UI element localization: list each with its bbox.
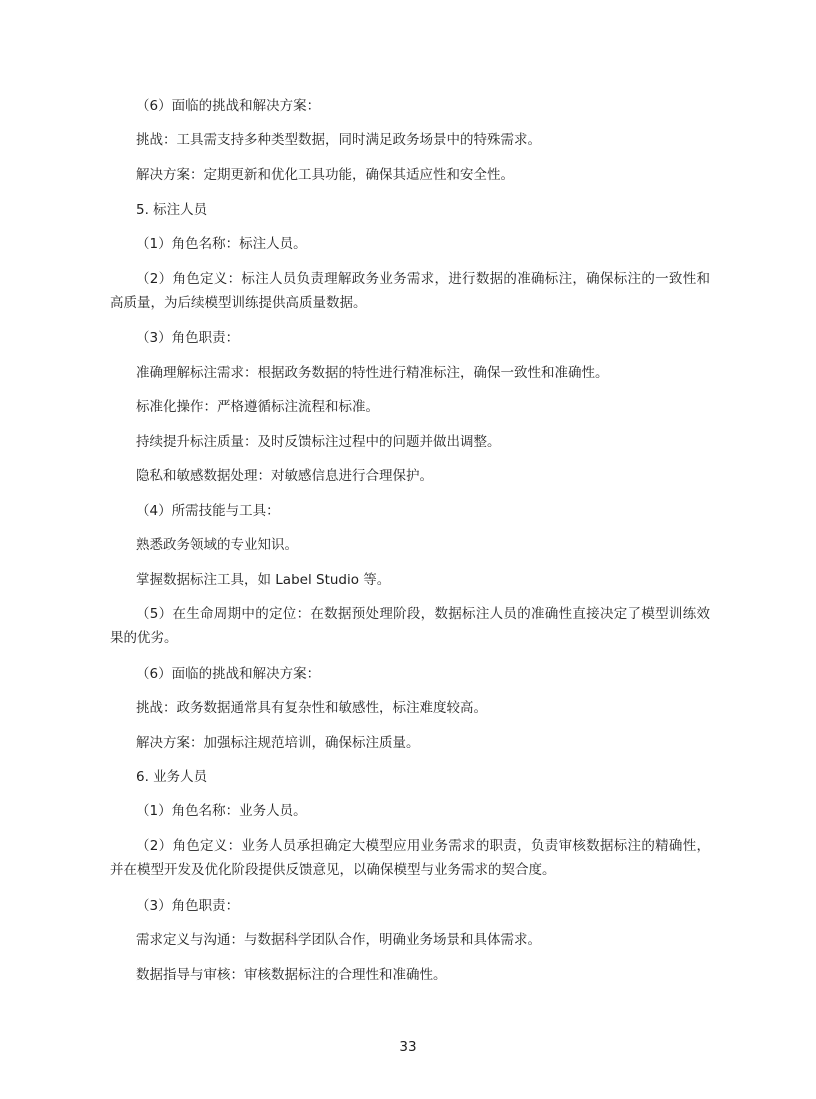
page-number: 33 — [399, 1039, 417, 1055]
role-name: （1）角色名称：标注人员。 — [136, 236, 307, 252]
duty-item: 需求定义与沟通：与数据科学团队合作，明确业务场景和具体需求。 — [136, 932, 541, 948]
challenge-heading: （6）面临的挑战和解决方案： — [136, 98, 321, 114]
duty-item: 数据指导与审核：审核数据标注的合理性和准确性。 — [136, 967, 447, 983]
duty-item: 标准化操作：严格遵循标注流程和标准。 — [136, 399, 379, 415]
duty-item: 隐私和敏感数据处理：对敏感信息进行合理保护。 — [136, 468, 433, 484]
challenge-heading: （6）面临的挑战和解决方案： — [136, 666, 321, 682]
solution-text: 解决方案：加强标注规范培训，确保标注质量。 — [136, 735, 420, 751]
role-definition: （2）角色定义：业务人员承担确定大模型应用业务需求的职责，负责审核数据标注的精确性，并在模型开发及优化阶段提供反馈意见，以确保模型与业务需求的契合度。 — [110, 838, 710, 878]
role-name: （1）角色名称：业务人员。 — [136, 803, 307, 819]
section-heading-annotator: 5. 标注人员 — [136, 202, 208, 218]
challenge-text: 挑战：工具需支持多种类型数据，同时满足政务场景中的特殊需求。 — [136, 132, 541, 148]
role-duties-heading: （3）角色职责： — [136, 898, 240, 914]
role-duties-heading: （3）角色职责： — [136, 330, 240, 346]
section-heading-business: 6. 业务人员 — [136, 769, 208, 785]
skill-item: 熟悉政务领域的专业知识。 — [136, 537, 298, 553]
role-definition: （2）角色定义：标注人员负责理解政务业务需求，进行数据的准确标注，确保标注的一致性和高质量，为后续模型训练提供高质量数据。 — [110, 271, 710, 311]
skills-heading: （4）所需技能与工具： — [136, 503, 280, 519]
solution-text: 解决方案：定期更新和优化工具功能，确保其适应性和安全性。 — [136, 167, 514, 183]
duty-item: 准确理解标注需求：根据政务数据的特性进行精准标注，确保一致性和准确性。 — [136, 365, 609, 381]
lifecycle-position: （5）在生命周期中的定位：在数据预处理阶段，数据标注人员的准确性直接决定了模型训练效果的优劣。 — [110, 606, 710, 646]
duty-item: 持续提升标注质量：及时反馈标注过程中的问题并做出调整。 — [136, 434, 501, 450]
skill-item: 掌握数据标注工具，如 Label Studio 等。 — [136, 572, 391, 588]
challenge-text: 挑战：政务数据通常具有复杂性和敏感性，标注难度较高。 — [136, 700, 487, 716]
